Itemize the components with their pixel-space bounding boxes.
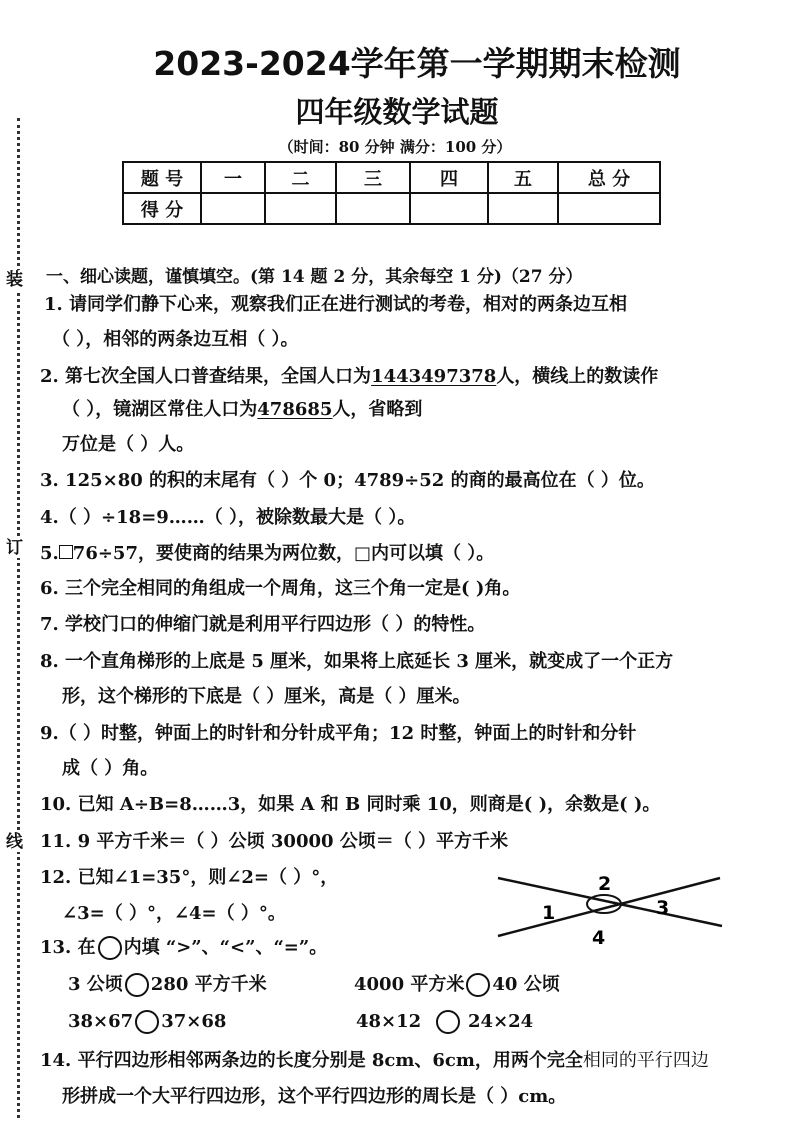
question-3: 3. 125×80 的积的末尾有（ ）个 0；4789÷52 的商的最高位在（ ）位。 — [40, 470, 655, 491]
q13-r2-b: 37×68 — [161, 1011, 227, 1032]
q13-r2-a: 38×67 — [68, 1011, 134, 1032]
q13-r2-c: 48×12 — [356, 1011, 422, 1032]
section-1-title: 一、细心读题，谨慎填空。(第 14 题 2 分，其余每空 1 分)（27 分） — [46, 267, 583, 287]
score-header-4: 四 — [410, 162, 488, 193]
question-9-line-1: 9.（ ）时整，钟面上的时针和分针成平角；12 时整，钟面上的时针和分针 — [40, 723, 637, 744]
margin-char-ding: 订 — [6, 538, 23, 558]
question-12-line-2: ∠3=（ ）°，∠4=（ ）°。 — [62, 903, 286, 924]
score-header-1: 一 — [201, 162, 265, 193]
angle-label-3: 3 — [656, 897, 670, 919]
compare-circle-1[interactable] — [125, 973, 149, 997]
score-header-total: 总 分 — [558, 162, 660, 193]
intersecting-lines-diagram — [494, 868, 730, 946]
q5-number: 5. — [40, 543, 59, 564]
angle-label-1: 1 — [542, 902, 556, 924]
compare-circle-4[interactable] — [436, 1010, 460, 1034]
q2-national-population: 1443497378 — [371, 366, 497, 387]
question-11: 11. 9 平方千米＝（ ）公顷 30000 公顷＝（ ）平方千米 — [40, 831, 509, 852]
question-12-line-1: 12. 已知∠1=35°，则∠2=（ ）°， — [40, 867, 339, 888]
q13-row2-right — [356, 1010, 533, 1034]
score-cell-4[interactable] — [410, 193, 488, 224]
blank-box-icon — [59, 545, 73, 559]
q13-row1-left — [68, 973, 267, 997]
score-row-label: 得 分 — [123, 193, 201, 224]
score-cell-5[interactable] — [488, 193, 558, 224]
score-table — [122, 161, 661, 225]
score-cell-total[interactable] — [558, 193, 660, 224]
q2-text-a: 2. 第七次全国人口普查结果，全国人口为 — [40, 366, 372, 387]
answer-circle-icon — [98, 936, 122, 960]
q13-text-a: 13. 在 — [40, 937, 96, 958]
score-cell-1[interactable] — [201, 193, 265, 224]
score-header-2: 二 — [265, 162, 336, 193]
q2-text-b: 人，横线上的数读作 — [496, 366, 659, 387]
question-2-line-1 — [40, 365, 658, 389]
score-table-score-row — [123, 193, 660, 224]
exam-title: 2023-2024学年第一学期期末检测 — [153, 44, 681, 83]
question-13-prompt — [40, 936, 327, 960]
question-9-line-2: 成（ ）角。 — [62, 758, 159, 779]
q14-text-a: 14. 平行四边形相邻两条边的长度分别是 8cm、6cm，用两个完全 — [40, 1050, 583, 1071]
score-header-3: 三 — [336, 162, 410, 193]
score-header-label: 题 号 — [123, 162, 201, 193]
q13-r1-a: 3 公顷 — [68, 974, 123, 995]
question-1-line-2: （ ），相邻的两条边互相（ ）。 — [52, 329, 299, 350]
score-header-5: 五 — [488, 162, 558, 193]
q2-district-population: 478685 — [257, 399, 333, 420]
q13-text-b: 内填 “>”、“<”、“=”。 — [123, 937, 328, 958]
q2-text-c: （ ），镜湖区常住人口为 — [62, 399, 258, 420]
question-2-line-2 — [62, 398, 422, 422]
question-5 — [40, 542, 494, 566]
time-info: （时间：80 分钟 满分：100 分） — [278, 138, 512, 156]
question-10: 10. 已知 A÷B=8……3，如果 A 和 B 同时乘 10，则商是( )，余数是( )。 — [40, 794, 661, 815]
score-cell-2[interactable] — [265, 193, 336, 224]
q5-text: 76÷57，要使商的结果为两位数，□内可以填（ ）。 — [72, 543, 495, 564]
question-4: 4.（ ）÷18=9……（ ），被除数最大是（ ）。 — [40, 507, 416, 528]
q14-text-a-tail: 相同的平行四边 — [582, 1050, 709, 1071]
compare-circle-3[interactable] — [135, 1010, 159, 1034]
q13-r2-d: 24×24 — [468, 1011, 534, 1032]
q13-row2-left — [68, 1010, 226, 1034]
q13-r1-c: 4000 平方米 — [354, 974, 465, 995]
margin-char-zhuang: 装 — [6, 270, 23, 290]
angle-label-4: 4 — [592, 927, 606, 946]
question-8-line-1: 8. 一个直角梯形的上底是 5 厘米，如果将上底延长 3 厘米，就变成了一个正方 — [40, 651, 674, 672]
q13-r1-b: 280 平方千米 — [150, 974, 267, 995]
angle-label-2: 2 — [598, 873, 612, 895]
score-table-header-row — [123, 162, 660, 193]
question-1-line-1: 1. 请同学们静下心来，观察我们正在进行测试的考卷，相对的两条边互相 — [44, 294, 628, 315]
question-14-line-2: 形拼成一个大平行四边形，这个平行四边形的周长是（ ）cm。 — [62, 1086, 567, 1107]
q13-row1-right — [354, 973, 560, 997]
question-6: 6. 三个完全相同的角组成一个周角，这三个角一定是( )角。 — [40, 578, 521, 599]
question-2-line-3: 万位是（ ）人。 — [62, 434, 195, 455]
binding-dotted-line — [17, 118, 20, 1118]
score-cell-3[interactable] — [336, 193, 410, 224]
q2-text-d: 人，省略到 — [332, 399, 423, 420]
question-7: 7. 学校门口的伸缩门就是利用平行四边形（ ）的特性。 — [40, 614, 486, 635]
question-8-line-2: 形，这个梯形的下底是（ ）厘米，高是（ ）厘米。 — [62, 686, 471, 707]
margin-char-xian: 线 — [6, 832, 23, 852]
compare-circle-2[interactable] — [466, 973, 490, 997]
q13-r1-d: 40 公顷 — [492, 974, 560, 995]
question-14-line-1 — [40, 1049, 709, 1073]
exam-subtitle: 四年级数学试题 — [295, 95, 499, 129]
